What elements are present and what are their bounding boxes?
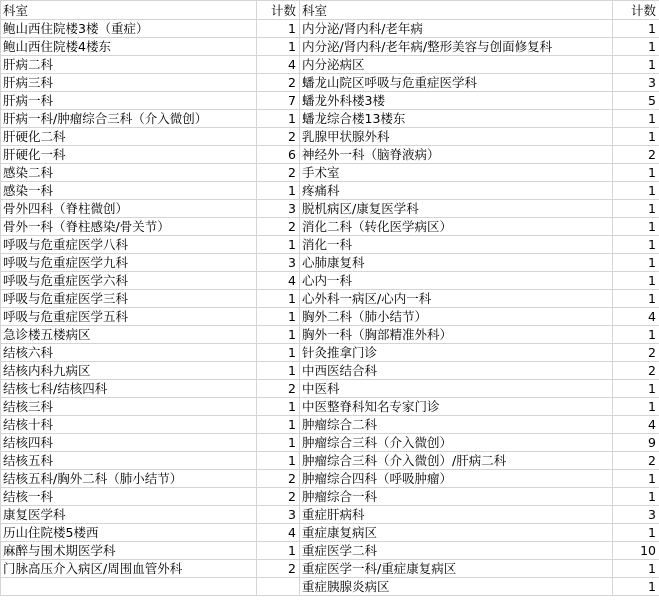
table-row (1, 20, 659, 38)
department-cell-left[interactable]: 鲍山西住院楼3楼（重症） (1, 20, 257, 38)
department-cell-right[interactable]: 乳腺甲状腺外科 (300, 128, 613, 146)
count-cell-left[interactable]: 2 (257, 128, 300, 146)
count-cell-right[interactable]: 2 (613, 452, 659, 470)
count-cell-right[interactable]: 2 (613, 146, 659, 164)
table-row (1, 578, 659, 596)
count-cell-right[interactable]: 2 (613, 344, 659, 362)
count-cell-right[interactable]: 1 (613, 110, 659, 128)
table-row (1, 560, 659, 578)
count-cell-left[interactable]: 1 (257, 362, 300, 380)
department-cell-right[interactable]: 重症肝病科 (300, 506, 613, 524)
department-cell-left[interactable]: 门脉高压介入病区/周围血管外科 (1, 560, 257, 578)
department-cell-left[interactable]: 结核五科 (1, 452, 257, 470)
department-cell-right[interactable]: 重症医学二科 (300, 542, 613, 560)
count-cell-right[interactable]: 4 (613, 416, 659, 434)
department-cell-right[interactable]: 神经外一科（脑脊液病） (300, 146, 613, 164)
department-cell-right[interactable]: 蟠龙山院区呼吸与危重症医学科 (300, 74, 613, 92)
department-cell-left[interactable]: 呼吸与危重症医学五科 (1, 308, 257, 326)
department-cell-right[interactable]: 肿瘤综合四科（呼吸肿瘤） (300, 470, 613, 488)
table-row (1, 56, 659, 74)
department-cell-left[interactable]: 历山住院楼5楼西 (1, 524, 257, 542)
department-cell-left[interactable]: 呼吸与危重症医学三科 (1, 290, 257, 308)
header-row (1, 1, 659, 20)
count-cell-left[interactable]: 1 (257, 20, 300, 38)
department-cell-right[interactable]: 疼痛科 (300, 182, 613, 200)
count-cell-right[interactable]: 1 (613, 182, 659, 200)
count-cell-left[interactable]: 2 (257, 164, 300, 182)
count-cell-right[interactable]: 1 (613, 560, 659, 578)
department-cell-right[interactable]: 脱机病区/康复医学科 (300, 200, 613, 218)
department-cell-left[interactable]: 鲍山西住院楼4楼东 (1, 38, 257, 56)
department-cell-left[interactable]: 结核六科 (1, 344, 257, 362)
count-cell-right[interactable]: 3 (613, 506, 659, 524)
department-cell-left[interactable]: 肝病一科 (1, 92, 257, 110)
count-cell-left[interactable]: 1 (257, 434, 300, 452)
count-cell-left[interactable]: 2 (257, 488, 300, 506)
department-cell-right[interactable]: 蟠龙外科楼3楼 (300, 92, 613, 110)
department-cell-left[interactable]: 麻醉与围术期医学科 (1, 542, 257, 560)
count-cell-right[interactable]: 1 (613, 38, 659, 56)
count-cell-right[interactable]: 1 (613, 272, 659, 290)
department-cell-left[interactable] (1, 578, 257, 596)
table-row (1, 398, 659, 416)
count-cell-right[interactable]: 1 (613, 470, 659, 488)
table-row (1, 128, 659, 146)
table-row (1, 200, 659, 218)
count-cell-right[interactable]: 1 (613, 128, 659, 146)
count-cell-right[interactable]: 1 (613, 380, 659, 398)
department-cell-left[interactable]: 结核十科 (1, 416, 257, 434)
table-row (1, 146, 659, 164)
department-cell-right[interactable]: 消化一科 (300, 236, 613, 254)
count-cell-right[interactable]: 1 (613, 290, 659, 308)
table-row (1, 38, 659, 56)
count-cell-right[interactable]: 1 (613, 56, 659, 74)
header-count-right[interactable]: 计数 (613, 1, 659, 20)
table-row (1, 74, 659, 92)
count-cell-left[interactable]: 7 (257, 92, 300, 110)
department-cell-left[interactable]: 急诊楼五楼病区 (1, 326, 257, 344)
department-cell-left[interactable]: 结核内科九病区 (1, 362, 257, 380)
department-cell-left[interactable]: 肝硬化二科 (1, 128, 257, 146)
department-cell-right[interactable]: 心内一科 (300, 272, 613, 290)
department-cell-left[interactable]: 骨外一科（脊柱感染/骨关节） (1, 218, 257, 236)
count-cell-right[interactable]: 10 (613, 542, 659, 560)
department-cell-right[interactable]: 消化二科（转化医学病区） (300, 218, 613, 236)
count-cell-left[interactable]: 2 (257, 380, 300, 398)
count-cell-left[interactable]: 1 (257, 182, 300, 200)
department-cell-right[interactable]: 重症康复病区 (300, 524, 613, 542)
department-cell-left[interactable]: 感染一科 (1, 182, 257, 200)
department-cell-right[interactable]: 肿瘤综合一科 (300, 488, 613, 506)
count-cell-right[interactable]: 1 (613, 488, 659, 506)
table-row (1, 164, 659, 182)
count-cell-left[interactable] (257, 578, 300, 596)
department-cell-left[interactable]: 呼吸与危重症医学九科 (1, 254, 257, 272)
count-cell-left[interactable]: 2 (257, 74, 300, 92)
department-cell-left[interactable]: 肝病二科 (1, 56, 257, 74)
count-cell-left[interactable]: 1 (257, 236, 300, 254)
table-row (1, 506, 659, 524)
table-row (1, 326, 659, 344)
department-cell-left[interactable]: 骨外四科（脊柱微创） (1, 200, 257, 218)
count-cell-right[interactable]: 1 (613, 218, 659, 236)
table-row (1, 308, 659, 326)
department-cell-left[interactable]: 结核三科 (1, 398, 257, 416)
count-cell-right[interactable]: 1 (613, 254, 659, 272)
count-cell-left[interactable]: 1 (257, 542, 300, 560)
department-cell-right[interactable]: 肿瘤综合三科（介入微创） (300, 434, 613, 452)
table-row (1, 254, 659, 272)
table-row (1, 416, 659, 434)
count-cell-left[interactable]: 3 (257, 506, 300, 524)
table-row (1, 236, 659, 254)
department-cell-right[interactable]: 胸外二科（肺小结节） (300, 308, 613, 326)
header-department-right[interactable]: 科室 (300, 1, 613, 20)
department-cell-right[interactable]: 胸外一科（胸部精准外科） (300, 326, 613, 344)
department-cell-right[interactable]: 针灸推拿门诊 (300, 344, 613, 362)
count-cell-right[interactable]: 1 (613, 164, 659, 182)
count-cell-left[interactable]: 3 (257, 254, 300, 272)
count-cell-left[interactable]: 1 (257, 110, 300, 128)
department-cell-right[interactable]: 重症医学一科/重症康复病区 (300, 560, 613, 578)
count-cell-left[interactable]: 2 (257, 560, 300, 578)
department-cell-right[interactable]: 内分泌病区 (300, 56, 613, 74)
table-row (1, 92, 659, 110)
count-cell-left[interactable]: 4 (257, 56, 300, 74)
department-cell-right[interactable]: 蟠龙综合楼13楼东 (300, 110, 613, 128)
department-cell-right[interactable]: 手术室 (300, 164, 613, 182)
department-cell-left[interactable]: 肝硬化一科 (1, 146, 257, 164)
table-row (1, 362, 659, 380)
table-row (1, 434, 659, 452)
department-cell-left[interactable]: 肝病三科 (1, 74, 257, 92)
department-cell-right[interactable]: 肿瘤综合二科 (300, 416, 613, 434)
department-cell-left[interactable]: 呼吸与危重症医学八科 (1, 236, 257, 254)
table-row (1, 542, 659, 560)
table-row (1, 380, 659, 398)
table-body (1, 1, 659, 596)
department-cell-right[interactable]: 心外科一病区/心内一科 (300, 290, 613, 308)
count-cell-left[interactable]: 1 (257, 452, 300, 470)
count-cell-right[interactable]: 9 (613, 434, 659, 452)
table-row (1, 110, 659, 128)
count-cell-right[interactable]: 1 (613, 524, 659, 542)
count-cell-right[interactable]: 4 (613, 308, 659, 326)
department-cell-left[interactable]: 感染二科 (1, 164, 257, 182)
count-cell-right[interactable]: 1 (613, 578, 659, 596)
count-cell-left[interactable]: 4 (257, 272, 300, 290)
table-row (1, 488, 659, 506)
department-cell-left[interactable]: 呼吸与危重症医学六科 (1, 272, 257, 290)
count-cell-right[interactable]: 2 (613, 362, 659, 380)
count-cell-left[interactable]: 1 (257, 344, 300, 362)
department-cell-left[interactable]: 结核七科/结核四科 (1, 380, 257, 398)
department-cell-left[interactable]: 结核五科/胸外二科（肺小结节） (1, 470, 257, 488)
department-cell-left[interactable]: 肝病一科/肿瘤综合三科（介入微创） (1, 110, 257, 128)
count-cell-left[interactable]: 2 (257, 470, 300, 488)
table-row (1, 218, 659, 236)
count-cell-right[interactable]: 1 (613, 236, 659, 254)
count-cell-left[interactable]: 1 (257, 38, 300, 56)
count-cell-right[interactable]: 1 (613, 200, 659, 218)
department-cell-right[interactable]: 中医科 (300, 380, 613, 398)
department-cell-right[interactable]: 内分泌/肾内科/老年病/整形美容与创面修复科 (300, 38, 613, 56)
department-cell-left[interactable]: 结核一科 (1, 488, 257, 506)
count-cell-left[interactable]: 2 (257, 218, 300, 236)
count-cell-left[interactable]: 1 (257, 290, 300, 308)
count-cell-left[interactable]: 6 (257, 146, 300, 164)
count-cell-right[interactable]: 3 (613, 74, 659, 92)
department-cell-right[interactable]: 重症胰腺炎病区 (300, 578, 613, 596)
department-cell-left[interactable]: 结核四科 (1, 434, 257, 452)
count-cell-right[interactable]: 1 (613, 326, 659, 344)
table-row (1, 524, 659, 542)
count-cell-left[interactable]: 1 (257, 398, 300, 416)
department-cell-right[interactable]: 肿瘤综合三科（介入微创）/肝病二科 (300, 452, 613, 470)
table-row (1, 272, 659, 290)
department-cell-right[interactable]: 心肺康复科 (300, 254, 613, 272)
count-cell-right[interactable]: 1 (613, 20, 659, 38)
department-cell-right[interactable]: 中西医结合科 (300, 362, 613, 380)
count-cell-left[interactable]: 4 (257, 524, 300, 542)
department-cell-right[interactable]: 内分泌/肾内科/老年病 (300, 20, 613, 38)
count-cell-right[interactable]: 5 (613, 92, 659, 110)
count-cell-right[interactable]: 1 (613, 398, 659, 416)
department-cell-left[interactable]: 康复医学科 (1, 506, 257, 524)
table-row (1, 452, 659, 470)
count-cell-left[interactable]: 3 (257, 200, 300, 218)
table-row (1, 182, 659, 200)
table-row (1, 470, 659, 488)
header-department-left[interactable]: 科室 (1, 1, 257, 20)
count-cell-left[interactable]: 1 (257, 308, 300, 326)
count-cell-left[interactable]: 1 (257, 416, 300, 434)
table-row (1, 344, 659, 362)
table-row (1, 290, 659, 308)
header-count-left[interactable]: 计数 (257, 1, 300, 20)
department-cell-right[interactable]: 中医整脊科知名专家门诊 (300, 398, 613, 416)
count-cell-left[interactable]: 1 (257, 326, 300, 344)
